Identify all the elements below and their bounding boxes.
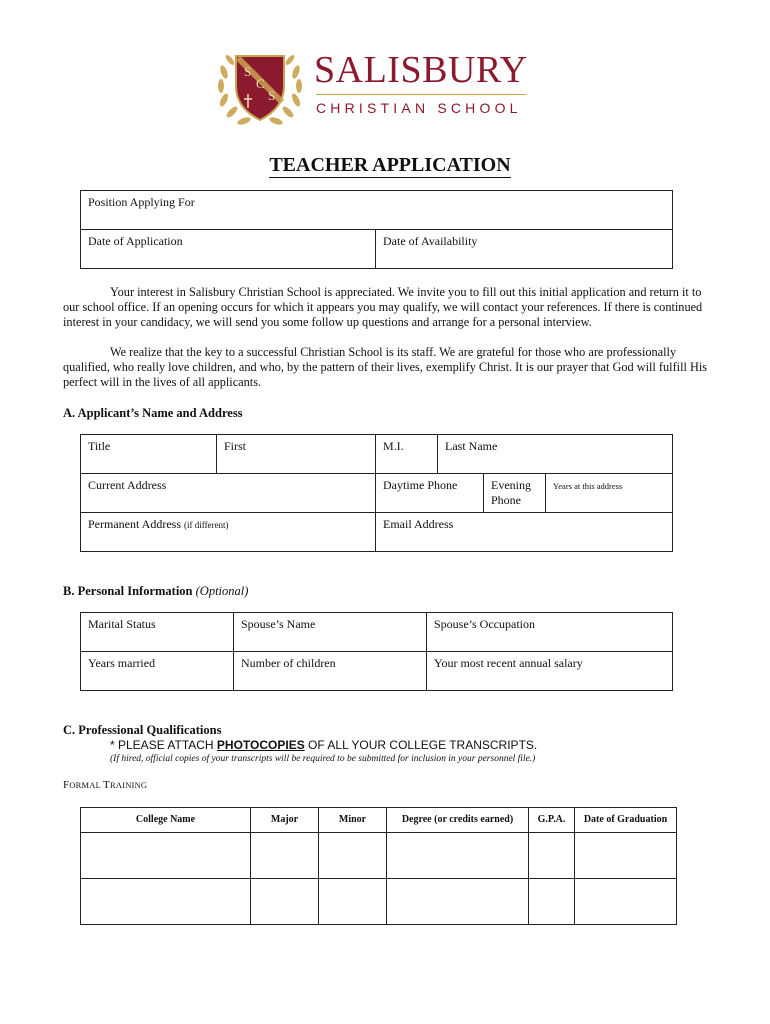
school-name: SALISBURY	[314, 49, 528, 91]
column-header-graduation: Date of Graduation	[575, 808, 677, 833]
middle-initial-field[interactable]: M.I.	[376, 435, 438, 474]
brand-divider	[316, 94, 526, 95]
section-b-heading: B. Personal Information (Optional)	[63, 584, 249, 598]
spouse-occupation-field[interactable]: Spouse’s Occupation	[427, 613, 673, 652]
major-cell[interactable]	[251, 879, 319, 925]
section-c-heading: C. Professional Qualifications	[63, 723, 222, 737]
column-header-gpa: G.P.A.	[529, 808, 575, 833]
marital-status-field[interactable]: Marital Status	[81, 613, 234, 652]
permanent-address-field[interactable]: Permanent Address (if different)	[81, 513, 376, 552]
table-row	[81, 833, 677, 879]
formal-training-table	[80, 807, 677, 925]
crest-letter-1: S	[244, 64, 252, 79]
table-row	[81, 879, 677, 925]
major-cell[interactable]	[251, 833, 319, 879]
intro-paragraph-1: Your interest in Salisbury Christian School is appreciated. We invite you to fill out this initial application and return it to our school office. If an opening occurs for which it appears you may qualify, we will contact your references. If there is continued interest in your candidacy, we will send you some follow up questions and arrange for a personal interview.	[63, 285, 703, 329]
intro-paragraph-2: We realize that the key to a successful Christian School is its staff. We are grateful for those who are professionally qualified, who really love children, and who, by the pattern of their lives, exemplify Christ. It is our prayer that God will fulfill His perfect will in the lives of all applicants.	[63, 345, 708, 389]
position-applying-field[interactable]: Position Applying For	[81, 191, 673, 230]
school-crest-logo	[214, 42, 306, 130]
crest-letter-2: C	[256, 76, 265, 91]
formal-training-label: FORMAL TRAINING	[63, 779, 148, 791]
personal-info-table	[80, 612, 673, 691]
years-at-address-field[interactable]: Years at this address	[546, 474, 673, 513]
crest-letter-3: S	[268, 88, 276, 103]
current-address-field[interactable]: Current Address	[81, 474, 376, 513]
spouse-name-field[interactable]: Spouse’s Name	[234, 613, 427, 652]
years-married-field[interactable]: Years married	[81, 652, 234, 691]
degree-cell[interactable]	[387, 879, 529, 925]
graduation-date-cell[interactable]	[575, 879, 677, 925]
evening-phone-field[interactable]: Evening Phone	[484, 474, 546, 513]
title-field[interactable]: Title	[81, 435, 217, 474]
first-name-field[interactable]: First	[217, 435, 376, 474]
transcript-note: (If hired, official copies of your transcripts will be required to be submitted for inclusion in your personnel file.)	[110, 754, 536, 764]
degree-cell[interactable]	[387, 833, 529, 879]
graduation-date-cell[interactable]	[575, 833, 677, 879]
college-name-cell[interactable]	[81, 879, 251, 925]
transcript-instruction: * PLEASE ATTACH PHOTOCOPIES OF ALL YOUR COLLEGE TRANSCRIPTS.	[110, 738, 538, 752]
minor-cell[interactable]	[319, 879, 387, 925]
position-table	[80, 190, 673, 269]
gpa-cell[interactable]	[529, 879, 575, 925]
annual-salary-field[interactable]: Your most recent annual salary	[427, 652, 673, 691]
column-header-minor: Minor	[319, 808, 387, 833]
gpa-cell[interactable]	[529, 833, 575, 879]
number-of-children-field[interactable]: Number of children	[234, 652, 427, 691]
last-name-field[interactable]: Last Name	[438, 435, 673, 474]
column-header-major: Major	[251, 808, 319, 833]
email-address-field[interactable]: Email Address	[376, 513, 673, 552]
page-title: TEACHER APPLICATION	[269, 154, 511, 176]
date-of-availability-field[interactable]: Date of Availability	[376, 230, 673, 269]
minor-cell[interactable]	[319, 833, 387, 879]
date-of-application-field[interactable]: Date of Application	[81, 230, 376, 269]
college-name-cell[interactable]	[81, 833, 251, 879]
column-header-college: College Name	[81, 808, 251, 833]
column-header-degree: Degree (or credits earned)	[387, 808, 529, 833]
applicant-table	[80, 434, 673, 552]
daytime-phone-field[interactable]: Daytime Phone	[376, 474, 484, 513]
section-a-heading: A. Applicant’s Name and Address	[63, 406, 243, 420]
school-subtitle: CHRISTIAN SCHOOL	[316, 100, 522, 116]
